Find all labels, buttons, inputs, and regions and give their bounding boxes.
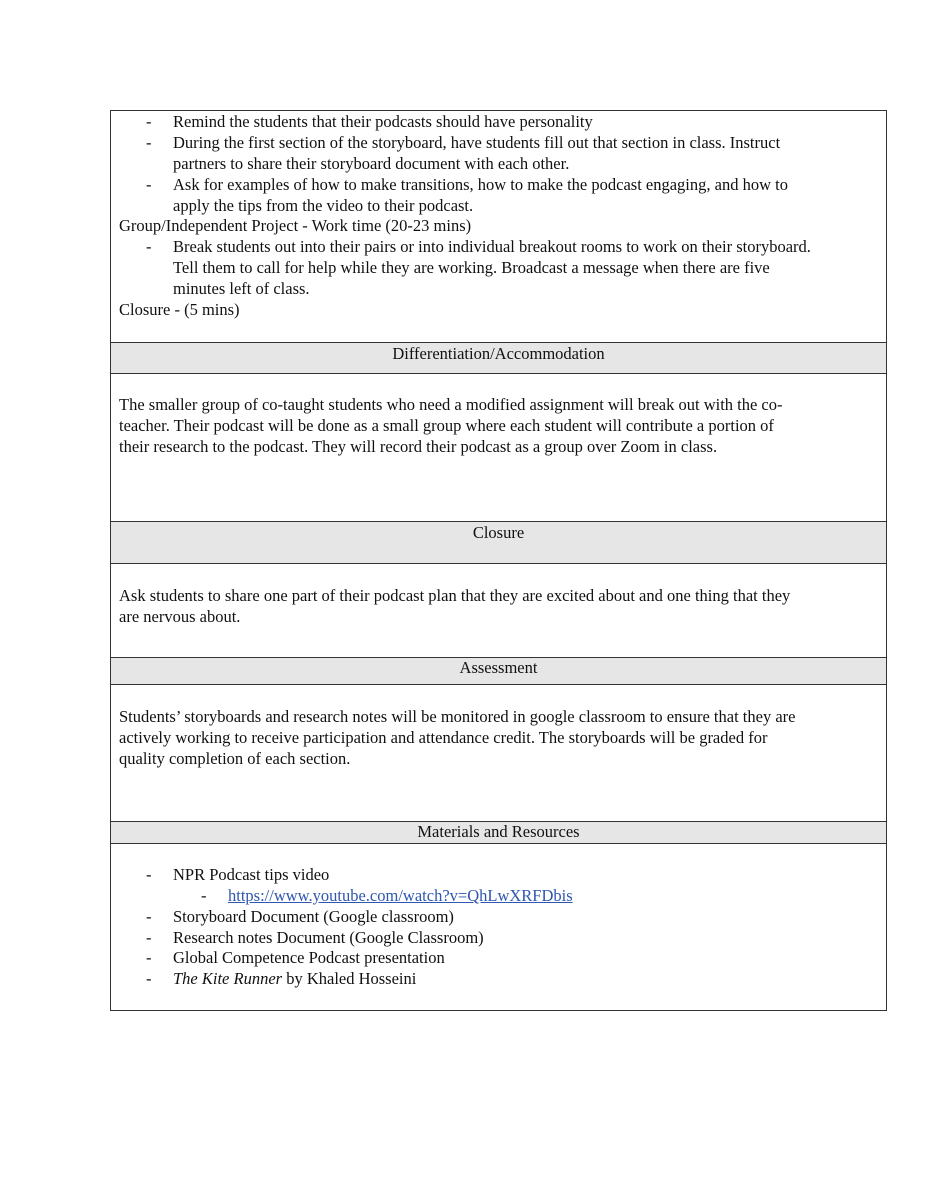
closure-body [111, 564, 886, 658]
material-item-presentation: Global Competence Podcast presentation [173, 948, 445, 967]
step-bullet-4-line-2: Tell them to call for help while they are working. Broadcast a message when there are five [173, 258, 770, 277]
differentiation-text-line-2: teacher. Their podcast will be done as a small group where each student will contribute a portion of [119, 416, 774, 435]
bullet-dash: - [201, 886, 207, 905]
book-title: The Kite Runner [173, 969, 283, 988]
book-author: by Khaled Hosseini [282, 969, 417, 988]
assessment-header-label: Assessment [459, 658, 538, 677]
differentiation-body [111, 374, 886, 522]
assessment-body [111, 685, 886, 822]
step-bullet-2-line-2: partners to share their storyboard document with each other. [173, 154, 570, 173]
materials-header [111, 821, 886, 844]
assessment-header [111, 657, 886, 685]
youtube-link[interactable]: https://www.youtube.com/watch?v=QhLwXRFDbis [228, 886, 573, 905]
step-bullet-2-line-1: During the first section of the storyboard, have students fill out that section in class. Instruct [173, 133, 781, 152]
closure-header [111, 521, 886, 564]
assessment-text-line-1: Students’ storyboards and research notes will be monitored in google classroom to ensure that they are [119, 707, 796, 726]
bullet-dash: - [146, 237, 152, 256]
closure-text-line-2: are nervous about. [119, 607, 241, 626]
group-project-heading: Group/Independent Project - Work time (20-23 mins) [119, 216, 472, 235]
bullet-dash: - [146, 948, 152, 967]
step-bullet-3-line-1: Ask for examples of how to make transitions, how to make the podcast engaging, and how to [173, 175, 788, 194]
step-bullet-3-line-2: apply the tips from the video to their podcast. [173, 196, 474, 215]
differentiation-header-label: Differentiation/Accommodation [392, 344, 605, 363]
material-item-book [173, 969, 416, 989]
assessment-text-line-2: actively working to receive participation and attendance credit. The storyboards will be graded for [119, 728, 768, 747]
materials-body [111, 844, 886, 1010]
differentiation-header [111, 342, 886, 374]
step-bullet-1: Remind the students that their podcasts should have personality [173, 112, 593, 131]
materials-header-label: Materials and Resources [417, 822, 580, 841]
step-bullet-4-line-1: Break students out into their pairs or into individual breakout rooms to work on their storyboard. [173, 237, 811, 256]
differentiation-text-line-1: The smaller group of co-taught students who need a modified assignment will break out with the co- [119, 395, 783, 414]
closure-text-line-1: Ask students to share one part of their podcast plan that they are excited about and one thing that they [119, 586, 791, 605]
lesson-steps-cell [111, 111, 886, 343]
step-bullet-4-line-3: minutes left of class. [173, 279, 310, 298]
bullet-dash: - [146, 969, 152, 988]
bullet-dash: - [146, 865, 152, 884]
bullet-dash: - [146, 175, 152, 194]
material-item-research-notes: Research notes Document (Google Classroom) [173, 928, 484, 947]
bullet-dash: - [146, 133, 152, 152]
material-item-npr-video: NPR Podcast tips video [173, 865, 330, 884]
material-item-storyboard: Storyboard Document (Google classroom) [173, 907, 454, 926]
differentiation-text-line-3: their research to the podcast. They will record their podcast as a group over Zoom in class. [119, 437, 718, 456]
assessment-text-line-3: quality completion of each section. [119, 749, 351, 768]
bullet-dash: - [146, 907, 152, 926]
lesson-plan-table [110, 110, 887, 1011]
closure-time-heading: Closure - (5 mins) [119, 300, 240, 319]
bullet-dash: - [146, 928, 152, 947]
closure-header-label: Closure [472, 523, 525, 542]
bullet-dash: - [146, 112, 152, 131]
